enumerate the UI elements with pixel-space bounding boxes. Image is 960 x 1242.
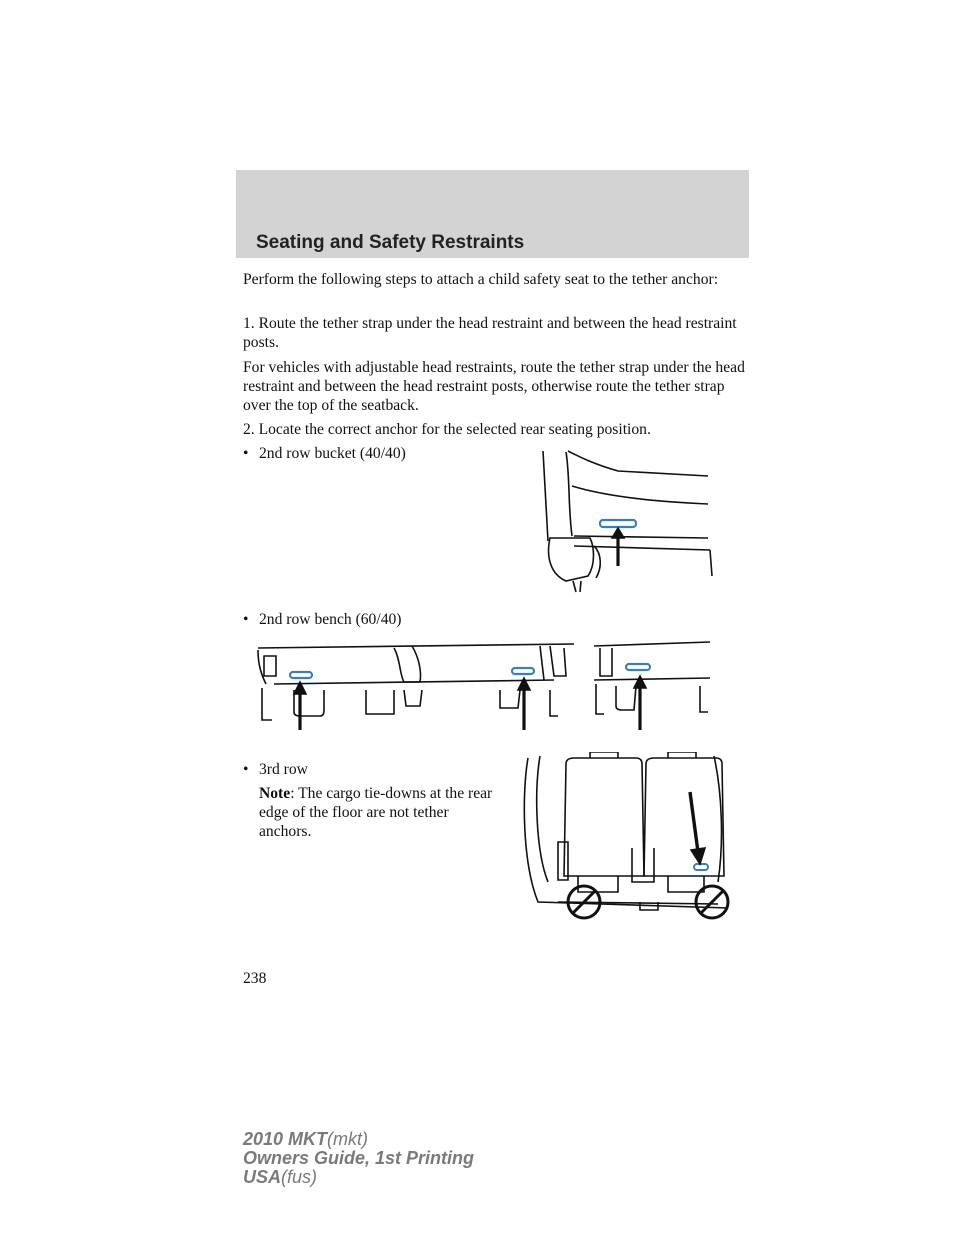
bench-seat-anchor-illustration bbox=[254, 636, 580, 732]
footer-line-3 bbox=[243, 1168, 474, 1187]
bullet-symbol: • bbox=[243, 761, 249, 778]
bullet-2nd-row-bench bbox=[243, 610, 401, 629]
step-1-paragraph: 1. Route the tether strap under the head restraint and between the head restraint posts. bbox=[243, 315, 737, 351]
footer-market-code: (fus) bbox=[281, 1167, 318, 1187]
footer bbox=[243, 1130, 474, 1187]
anchor-highlight bbox=[694, 864, 708, 870]
bullet-3rd-row bbox=[243, 760, 308, 779]
bullet-label: 2nd row bucket (40/40) bbox=[259, 445, 406, 462]
bench-seat-side-anchor-illustration bbox=[590, 636, 712, 732]
footer-printing: Owners Guide, 1st Printing bbox=[243, 1148, 475, 1168]
anchor-highlight bbox=[600, 520, 636, 527]
adjustable-note-paragraph: For vehicles with adjustable head restraints, route the tether strap under the head restraint and between the head restraint posts, otherwise route the tether strap over the top of the seatback. bbox=[243, 359, 745, 414]
footer-model-code: (mkt) bbox=[327, 1129, 369, 1149]
bullet-symbol: • bbox=[243, 611, 249, 628]
footer-line-1 bbox=[243, 1130, 474, 1149]
page-number: 238 bbox=[243, 970, 267, 987]
step-2-paragraph: 2. Locate the correct anchor for the selected rear seating position. bbox=[243, 421, 651, 438]
bullet-label: 3rd row bbox=[259, 761, 308, 778]
note-paragraph bbox=[259, 784, 499, 841]
bullet-2nd-row-bucket bbox=[243, 444, 406, 463]
anchor-highlight-left bbox=[290, 672, 312, 678]
footer-market: USA bbox=[243, 1167, 282, 1187]
bullet-label: 2nd row bench (60/40) bbox=[259, 611, 402, 628]
note-text: : The cargo tie-downs at the rear edge of the floor are not tether anchors. bbox=[259, 785, 493, 840]
bullet-symbol: • bbox=[243, 445, 249, 462]
footer-model: 2010 MKT bbox=[243, 1129, 328, 1149]
intro-paragraph: Perform the following steps to attach a child safety seat to the tether anchor: bbox=[243, 271, 719, 288]
anchor-highlight-right bbox=[512, 668, 534, 674]
section-title: Seating and Safety Restraints bbox=[256, 232, 525, 253]
bucket-seat-anchor-illustration bbox=[538, 446, 714, 594]
third-row-anchor-illustration bbox=[518, 752, 738, 920]
anchor-highlight bbox=[626, 664, 650, 670]
note-label: Note bbox=[259, 785, 291, 802]
footer-line-2 bbox=[243, 1149, 474, 1168]
